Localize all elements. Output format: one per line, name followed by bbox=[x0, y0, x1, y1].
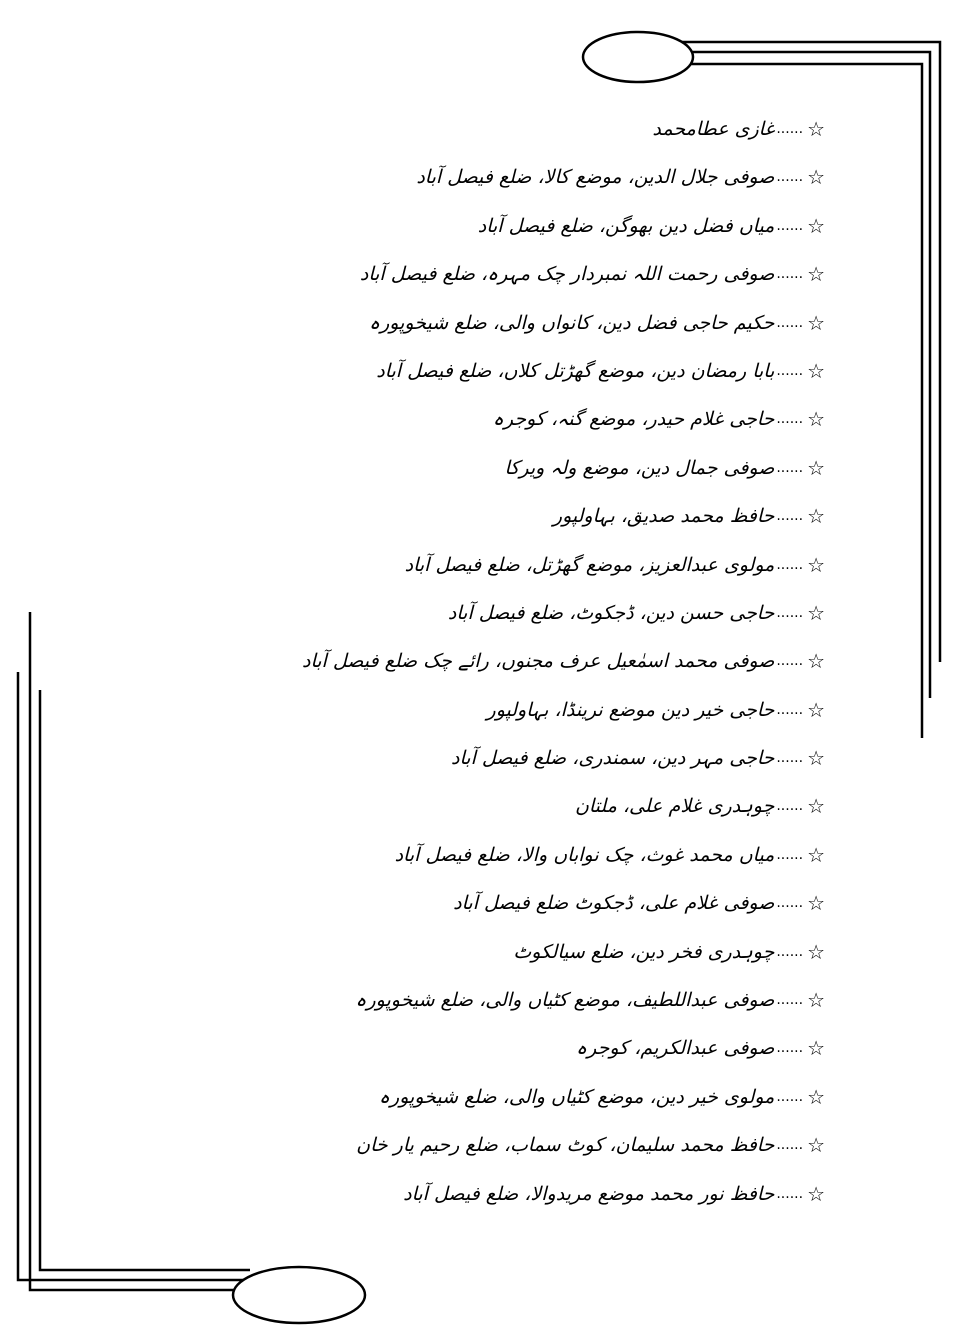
list-item bbox=[300, 541, 825, 589]
star-icon: ☆ bbox=[807, 504, 825, 529]
bottom-left-border-line-middle bbox=[18, 672, 250, 1280]
star-icon: ☆ bbox=[807, 600, 825, 625]
entry-text: حکیم حاجی فضل دین، کانواں والی، ضلع شیخوپورہ bbox=[368, 311, 775, 334]
top-ornament-oval bbox=[583, 32, 693, 82]
star-icon: ☆ bbox=[807, 1133, 825, 1158]
leader-dots: ...... bbox=[776, 217, 804, 234]
star-icon: ☆ bbox=[807, 1084, 825, 1109]
entry-text: صوفی عبداللطیف، موضع کٹیاں والی، ضلع شیخوپورہ bbox=[355, 989, 775, 1012]
list-item bbox=[300, 782, 825, 830]
entry-text: غازی عطامحمد bbox=[652, 118, 775, 140]
entry-text: چوہدری فخر دین، ضلع سیالکوٹ bbox=[513, 940, 775, 963]
list-item bbox=[300, 1121, 825, 1169]
list-item bbox=[300, 444, 825, 492]
entry-text: صوفی غلام علی، ڈجکوٹ ضلع فیصل آباد bbox=[453, 892, 775, 915]
star-icon: ☆ bbox=[807, 988, 825, 1013]
list-item bbox=[300, 1170, 825, 1218]
star-icon: ☆ bbox=[807, 842, 825, 867]
list-item bbox=[300, 976, 825, 1024]
list-item bbox=[300, 395, 825, 443]
star-icon: ☆ bbox=[807, 262, 825, 287]
entry-text: مولوی عبدالعزیز، موضع گھڑتل، ضلع فیصل آباد bbox=[404, 553, 775, 576]
leader-dots: ...... bbox=[776, 1185, 804, 1202]
leader-dots: ...... bbox=[776, 653, 804, 670]
leader-dots: ...... bbox=[776, 459, 804, 476]
entry-text: حاجی خیر دین موضع نرینڈا، بہاولپور bbox=[486, 698, 775, 721]
entry-text: حاجی مہر دین، سمندری، ضلع فیصل آباد bbox=[451, 747, 775, 770]
list-item bbox=[300, 589, 825, 637]
name-list bbox=[300, 105, 825, 1218]
entry-text: حاجی غلام حیدر، موضع گنہ، کوجرہ bbox=[492, 408, 775, 431]
leader-dots: ...... bbox=[776, 314, 804, 331]
star-icon: ☆ bbox=[807, 310, 825, 335]
entry-text: میاں فضل دین بھوگن، ضلع فیصل آباد bbox=[477, 214, 775, 237]
list-item bbox=[300, 831, 825, 879]
star-icon: ☆ bbox=[807, 794, 825, 819]
list-item bbox=[300, 1073, 825, 1121]
leader-dots: ...... bbox=[776, 750, 804, 767]
entry-text: حافظ محمد صدیق، بہاولپور bbox=[552, 505, 775, 528]
star-icon: ☆ bbox=[807, 939, 825, 964]
star-icon: ☆ bbox=[807, 649, 825, 674]
list-item bbox=[300, 928, 825, 976]
list-item bbox=[300, 492, 825, 540]
leader-dots: ...... bbox=[776, 701, 804, 718]
entry-text: حاجی حسن دین، ڈجکوٹ، ضلع فیصل آباد bbox=[447, 601, 775, 624]
leader-dots: ...... bbox=[776, 1088, 804, 1105]
list-item bbox=[300, 347, 825, 395]
bottom-ornament-oval bbox=[233, 1267, 365, 1323]
entry-text: مولوی خیر دین، موضع کٹیاں والی، ضلع شیخوپورہ bbox=[378, 1085, 775, 1108]
leader-dots: ...... bbox=[776, 556, 804, 573]
star-icon: ☆ bbox=[807, 213, 825, 238]
entry-text: صوفی جمال دین، موضع ولہ ویرکا bbox=[504, 456, 775, 479]
entry-text: صوفی عبدالکریم، کوجرہ bbox=[576, 1037, 775, 1060]
list-item bbox=[300, 1024, 825, 1072]
entry-text: حافظ نور محمد موضع مریدوالا، ضلع فیصل آباد bbox=[403, 1182, 775, 1205]
entry-text: صوفی جلال الدین، موضع کالا، ضلع فیصل آباد bbox=[416, 166, 775, 189]
list-item bbox=[300, 202, 825, 250]
bottom-left-border-line-outer bbox=[30, 612, 250, 1290]
leader-dots: ...... bbox=[776, 895, 804, 912]
list-item bbox=[300, 299, 825, 347]
list-item bbox=[300, 734, 825, 782]
leader-dots: ...... bbox=[776, 798, 804, 815]
star-icon: ☆ bbox=[807, 746, 825, 771]
entry-text: صوفی رحمت اللہ نمبردار چک مہرہ، ضلع فیصل آباد bbox=[359, 263, 775, 286]
leader-dots: ...... bbox=[776, 943, 804, 960]
list-item bbox=[300, 105, 825, 153]
star-icon: ☆ bbox=[807, 697, 825, 722]
star-icon: ☆ bbox=[807, 455, 825, 480]
list-item bbox=[300, 250, 825, 298]
bottom-left-border-line-inner bbox=[40, 690, 250, 1270]
list-item bbox=[300, 153, 825, 201]
leader-dots: ...... bbox=[776, 266, 804, 283]
star-icon: ☆ bbox=[807, 1181, 825, 1206]
star-icon: ☆ bbox=[807, 552, 825, 577]
leader-dots: ...... bbox=[776, 1137, 804, 1154]
leader-dots: ...... bbox=[776, 411, 804, 428]
entry-text: بابا رمضان دین، موضع گھڑتل کلاں، ضلع فیصل آباد bbox=[376, 359, 775, 382]
leader-dots: ...... bbox=[776, 169, 804, 186]
leader-dots: ...... bbox=[776, 992, 804, 1009]
leader-dots: ...... bbox=[776, 508, 804, 525]
entry-text: حافظ محمد سلیمان، کوٹ سماب، ضلع رحیم یار خان bbox=[356, 1134, 775, 1157]
star-icon: ☆ bbox=[807, 407, 825, 432]
list-item bbox=[300, 637, 825, 685]
list-item bbox=[300, 686, 825, 734]
leader-dots: ...... bbox=[776, 362, 804, 379]
star-icon: ☆ bbox=[807, 117, 825, 141]
entry-text: چوہدری غلام علی، ملتان bbox=[574, 795, 775, 818]
leader-dots: ...... bbox=[776, 1040, 804, 1057]
leader-dots: ...... bbox=[776, 604, 804, 621]
star-icon: ☆ bbox=[807, 1036, 825, 1061]
list-item bbox=[300, 879, 825, 927]
star-icon: ☆ bbox=[807, 891, 825, 916]
leader-dots: ...... bbox=[776, 121, 804, 137]
star-icon: ☆ bbox=[807, 165, 825, 190]
entry-text: صوفی محمد اسمٰعیل عرف مجنوں، رائے چک ضلع فیصل آباد bbox=[302, 650, 775, 673]
entry-text: میاں محمد غوث، چک نواباں والا، ضلع فیصل آباد bbox=[394, 843, 775, 866]
star-icon: ☆ bbox=[807, 358, 825, 383]
leader-dots: ...... bbox=[776, 846, 804, 863]
